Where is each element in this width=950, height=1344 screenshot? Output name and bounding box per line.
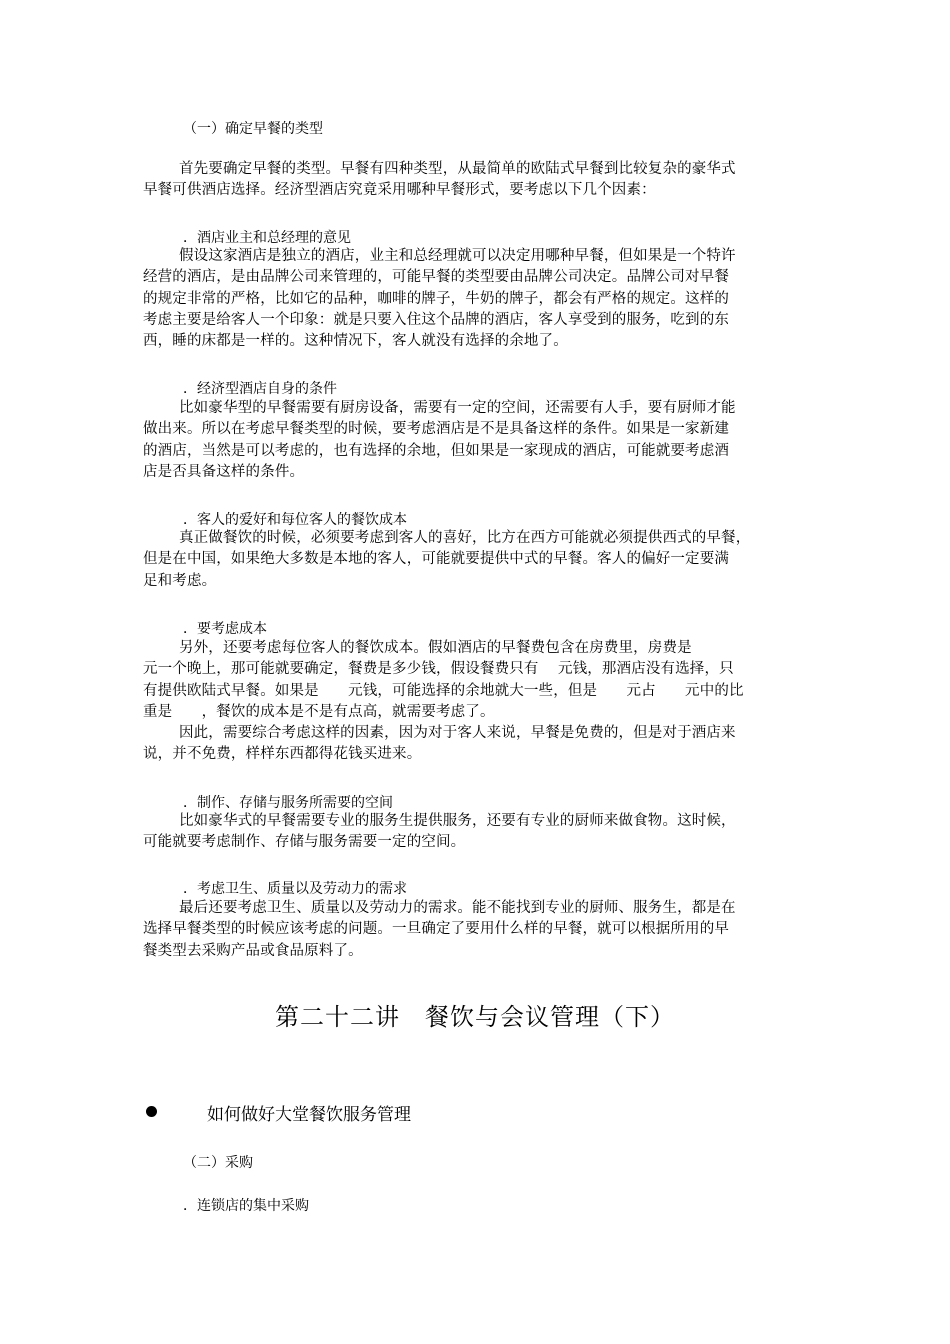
factor-heading: ．要考虑成本: [183, 621, 267, 637]
paragraph-line: 假设这家酒店是独立的酒店，业主和总经理就可以决定用哪种早餐，但如果是一个特许: [179, 248, 736, 264]
paragraph-line: 餐类型去采购产品或食品原料了。: [143, 942, 363, 959]
factor-paragraph: [143, 246, 807, 352]
paragraph-line: 比如豪华型的早餐需要有厨房设备，需要有一定的空间，还需要有人手，要有厨师才能: [179, 400, 736, 416]
paragraph-line: 考虑主要是给客人一个印象：就是只要入住这个品牌的酒店，客人享受到的服务，吃到的东: [143, 311, 729, 328]
paragraph-line: 西，睡的床都是一样的。这种情况下，客人就没有选择的余地了。: [143, 333, 568, 350]
factor-heading: ．制作、存储与服务所需要的空间: [183, 795, 393, 811]
factor-paragraph: [143, 638, 807, 766]
bullet-heading: 如何做好大堂餐饮服务管理: [207, 1105, 411, 1125]
lecture-title: 第二十二讲 餐饮与会议管理（下）: [275, 1003, 675, 1031]
bullet-icon: [146, 1106, 157, 1117]
paragraph-line: 足和考虑。: [143, 572, 217, 589]
paragraph-line: 真正做餐饮的时候，必须要考虑到客人的喜好，比方在西方可能就必须提供西式的早餐，: [179, 530, 751, 546]
factor-paragraph: [143, 528, 807, 592]
factor-paragraph: [143, 898, 807, 962]
paragraph-line: 重是 ，餐饮的成本是不是有点高，就需要考虑了。: [143, 703, 495, 720]
paragraph-line: 元一个晚上，那可能就要确定，餐费是多少钱，假设餐费只有 元钱，那酒店没有选择，只: [143, 661, 734, 678]
section-heading: （二）采购: [183, 1155, 253, 1171]
paragraph-line: 早餐可供酒店选择。经济型酒店究竟采用哪种早餐形式，要考虑以下几个因素：: [143, 182, 656, 199]
paragraph-line: 的酒店，当然是可以考虑的，也有选择的余地，但如果是一家现成的酒店，可能就要考虑酒: [143, 442, 729, 459]
paragraph-line: 店是否具备这样的条件。: [143, 463, 305, 480]
paragraph-line: 的规定非常的严格，比如它的品种，咖啡的牌子，牛奶的牌子，都会有严格的规定。这样的: [143, 290, 729, 307]
paragraph-line: 经营的酒店，是由品牌公司来管理的，可能早餐的类型要由品牌公司决定。品牌公司对早餐: [143, 269, 729, 286]
paragraph-line: 最后还要考虑卫生、质量以及劳动力的需求。能不能找到专业的厨师、服务生，都是在: [179, 900, 736, 916]
paragraph-line: 有提供欧陆式早餐。如果是 元钱，可能选择的余地就大一些，但是 元占 元中的比: [143, 682, 744, 699]
factor-heading: ．客人的爱好和每位客人的餐饮成本: [183, 512, 407, 528]
factor-paragraph: [143, 811, 807, 854]
factor-heading: ．酒店业主和总经理的意见: [183, 230, 351, 246]
paragraph-line: 另外，还要考虑每位客人的餐饮成本。假如酒店的早餐费包含在房费里，房费是: [179, 640, 692, 656]
factor-paragraph: [143, 398, 807, 483]
paragraph-line: 但是在中国，如果绝大多数是本地的客人，可能就要提供中式的早餐。客人的偏好一定要满: [143, 551, 729, 568]
paragraph-line: 首先要确定早餐的类型。早餐有四种类型，从最简单的欧陆式早餐到比较复杂的豪华式: [179, 161, 736, 177]
subsection-heading: ．连锁店的集中采购: [183, 1198, 309, 1214]
factor-heading: ．考虑卫生、质量以及劳动力的需求: [183, 881, 407, 897]
intro-paragraph: [143, 159, 807, 202]
factor-heading: ．经济型酒店自身的条件: [183, 381, 337, 397]
paragraph-line: 因此，需要综合考虑这样的因素，因为对于客人来说，早餐是免费的，但是对于酒店来: [179, 725, 736, 742]
paragraph-line: 说，并不免费，样样东西都得花钱买进来。: [143, 746, 422, 763]
paragraph-line: 可能就要考虑制作、存储与服务需要一定的空间。: [143, 834, 466, 851]
section-heading: （一）确定早餐的类型: [183, 121, 323, 137]
paragraph-line: 比如豪华式的早餐需要专业的服务生提供服务，还要有专业的厨师来做食物。这时候，: [179, 813, 736, 829]
paragraph-line: 选择早餐类型的时候应该考虑的问题。一旦确定了要用什么样的早餐，就可以根据所用的早: [143, 921, 729, 938]
paragraph-line: 做出来。所以在考虑早餐类型的时候，要考虑酒店是不是具备这样的条件。如果是一家新建: [143, 421, 729, 438]
